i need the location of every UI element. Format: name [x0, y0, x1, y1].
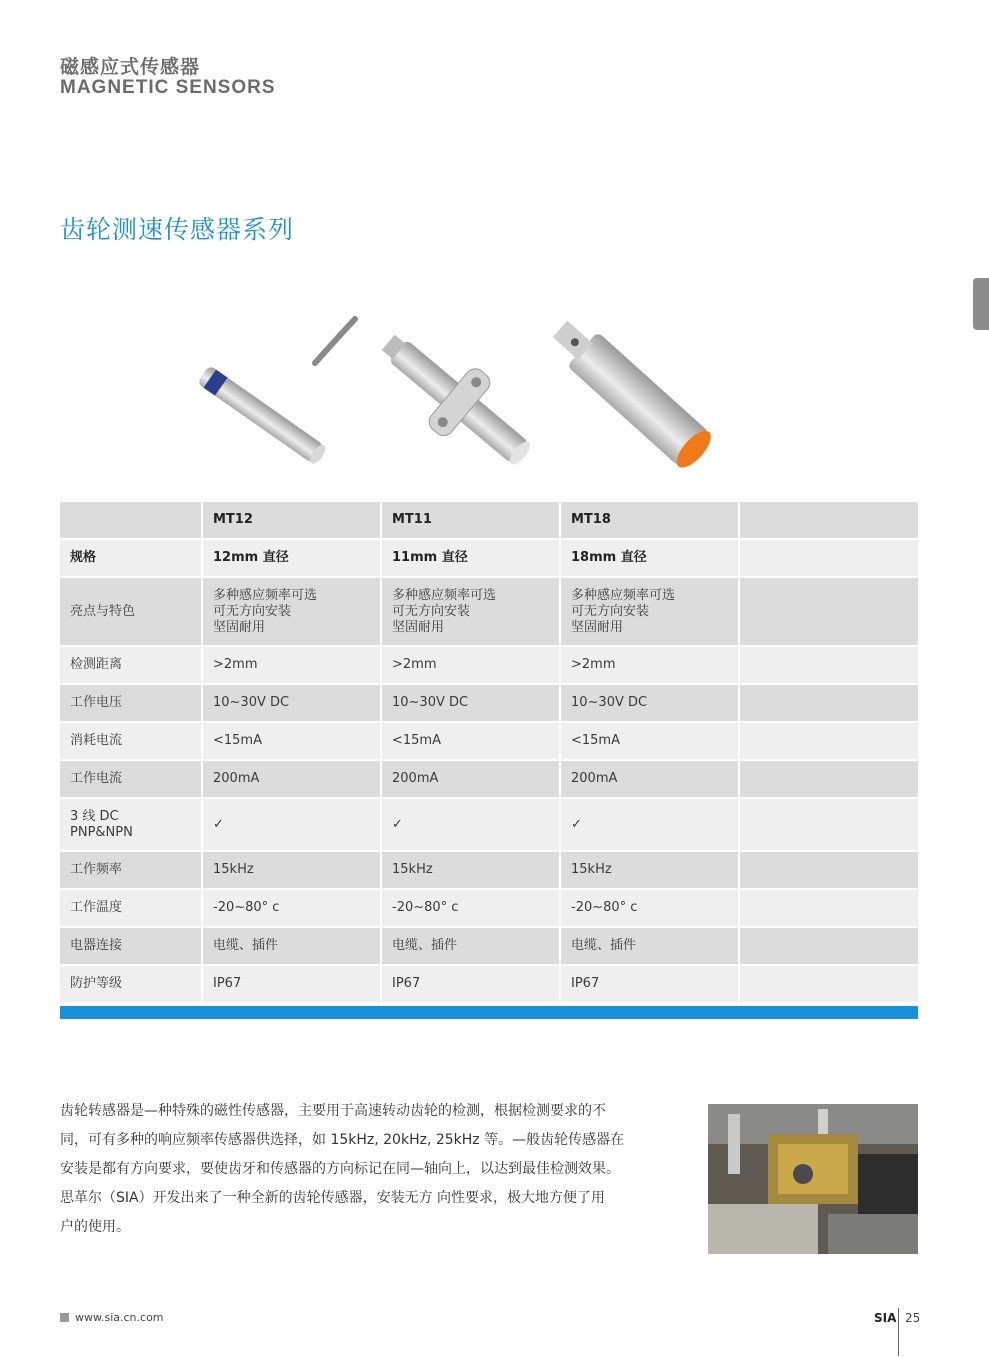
table-cell: 15kHz — [561, 852, 738, 888]
feature-line: 坚固耐用 — [213, 619, 266, 635]
feature-line: 坚固耐用 — [571, 619, 624, 635]
feature-line: 多种感应频率可选 — [392, 587, 497, 603]
table-row — [60, 685, 918, 721]
row-label: 工作电压 — [60, 685, 201, 721]
table-cell — [740, 761, 918, 797]
feature-line: 多种感应频率可选 — [571, 587, 676, 603]
table-cell — [740, 723, 918, 759]
row-label: 电器连接 — [60, 928, 201, 964]
orange-face-sensor-icon — [545, 312, 717, 473]
table-cell: >2mm — [203, 647, 380, 683]
table-cell — [203, 578, 380, 645]
row-label: 亮点与特色 — [60, 578, 201, 645]
row-label: 规格 — [60, 540, 201, 576]
table-cell: <15mA — [203, 723, 380, 759]
feature-line: 坚固耐用 — [392, 619, 445, 635]
table-row — [60, 799, 918, 850]
table-cell — [740, 685, 918, 721]
description-line: 思革尔（SIA）开发出来了一种全新的齿轮传感器，安装无方 向性要求，极大地方便了用 — [60, 1190, 606, 1206]
footer-url[interactable] — [60, 1311, 164, 1324]
check-mark: ✓ — [382, 799, 559, 850]
table-cell: 15kHz — [203, 852, 380, 888]
machine-photo-icon — [708, 1104, 918, 1254]
table-row — [60, 723, 918, 759]
table-cell: >2mm — [561, 647, 738, 683]
footer-url-text[interactable]: www.sia.cn.com — [75, 1311, 164, 1324]
footer-brand: SIA — [874, 1311, 897, 1325]
feature-line: 可无方向安装 — [213, 603, 292, 619]
table-header-cell: MT12 — [203, 502, 380, 538]
table-cell: 电缆、插件 — [203, 928, 380, 964]
footer-square-icon — [60, 1313, 69, 1322]
table-accent-bar — [60, 1006, 918, 1019]
table-cell: 10~30V DC — [561, 685, 738, 721]
table-cell: 10~30V DC — [382, 685, 559, 721]
table-row — [60, 647, 918, 683]
table-cell — [561, 578, 738, 645]
footer-divider — [898, 1308, 899, 1356]
table-cell — [740, 928, 918, 964]
table-cell: <15mA — [382, 723, 559, 759]
row-label: 消耗电流 — [60, 723, 201, 759]
feature-line: 多种感应频率可选 — [213, 587, 318, 603]
table-cell: IP67 — [203, 966, 380, 1002]
description-line: 齿轮转感器是—种特殊的磁性传感器，主要用于高速转动齿轮的检测，根据检测要求的不 — [60, 1103, 606, 1119]
row-label: 检测距离 — [60, 647, 201, 683]
table-header-cell: MT11 — [382, 502, 559, 538]
table-header-cell — [740, 502, 918, 538]
table-cell: 电缆、插件 — [561, 928, 738, 964]
flange-sensor-icon — [364, 313, 549, 485]
table-row — [60, 761, 918, 797]
table-cell: IP67 — [561, 966, 738, 1002]
table-row — [60, 890, 918, 926]
table-cell: <15mA — [561, 723, 738, 759]
table-row — [60, 966, 918, 1002]
table-cell: 11mm 直径 — [382, 540, 559, 576]
description-text — [60, 1097, 660, 1242]
table-cell: 200mA — [561, 761, 738, 797]
table-header-cell: MT18 — [561, 502, 738, 538]
feature-line: 可无方向安装 — [571, 603, 650, 619]
table-cell: 18mm 直径 — [561, 540, 738, 576]
table-cell: 12mm 直径 — [203, 540, 380, 576]
table-cell: 200mA — [203, 761, 380, 797]
table-cell: -20~80° c — [203, 890, 380, 926]
table-cell: 15kHz — [382, 852, 559, 888]
table-header-row — [60, 502, 918, 538]
table-cell — [740, 852, 918, 888]
header-title-cn: 磁感应式传感器 — [60, 56, 201, 78]
row-label: 工作电流 — [60, 761, 201, 797]
table-cell — [740, 647, 918, 683]
row-label: 防护等级 — [60, 966, 201, 1002]
table-row — [60, 540, 918, 576]
row-label — [60, 799, 201, 850]
description-line: 户的使用。 — [60, 1219, 130, 1235]
table-row — [60, 852, 918, 888]
table-cell: 10~30V DC — [203, 685, 380, 721]
table-cell — [382, 578, 559, 645]
table-row — [60, 578, 918, 645]
page-number: 25 — [905, 1311, 921, 1325]
row-label-line: PNP&NPN — [70, 824, 133, 840]
table-cell: >2mm — [382, 647, 559, 683]
table-cell — [740, 966, 918, 1002]
feature-line: 可无方向安装 — [392, 603, 471, 619]
table-header-cell — [60, 502, 201, 538]
table-cell — [740, 578, 918, 645]
check-mark: ✓ — [561, 799, 738, 850]
row-label-line: 3 线 DC — [70, 808, 119, 824]
table-cell — [740, 890, 918, 926]
description-line: 同，可有多种的响应频率传感器供选择，如 15kHz, 20kHz, 25kHz 等。—般齿轮传感器在 — [60, 1132, 625, 1148]
table-cell — [740, 540, 918, 576]
table-cell: -20~80° c — [561, 890, 738, 926]
cable-sensor-icon — [197, 319, 355, 466]
product-images — [190, 305, 750, 485]
side-tab — [973, 278, 989, 330]
description-line: 安装是都有方向要求，要使齿牙和传感器的方向标记在同—轴向上，以达到最佳检测效果。 — [60, 1161, 620, 1177]
row-label: 工作频率 — [60, 852, 201, 888]
spec-table — [60, 502, 918, 1004]
table-row — [60, 928, 918, 964]
table-cell: -20~80° c — [382, 890, 559, 926]
table-cell — [740, 799, 918, 850]
table-cell: 电缆、插件 — [382, 928, 559, 964]
table-cell: 200mA — [382, 761, 559, 797]
table-cell: IP67 — [382, 966, 559, 1002]
section-title: 齿轮测速传感器系列 — [60, 215, 295, 244]
row-label: 工作温度 — [60, 890, 201, 926]
check-mark: ✓ — [203, 799, 380, 850]
header-title-en: MAGNETIC SENSORS — [60, 77, 276, 98]
